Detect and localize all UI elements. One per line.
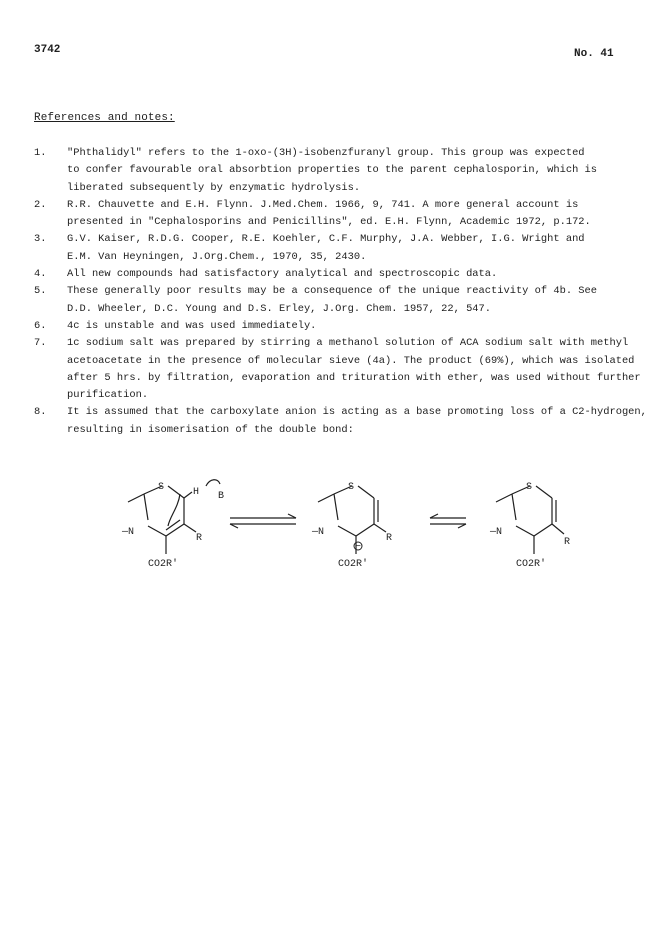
charge-label: − — [355, 542, 362, 553]
structure-1 — [121, 480, 224, 570]
reference-line: to confer favourable oral absorbtion properties to the parent cephalosporin, which is — [67, 164, 598, 177]
reference-3 — [34, 231, 654, 266]
ring-bond — [534, 524, 552, 536]
ring-bond — [536, 486, 552, 498]
reference-8 — [34, 404, 654, 439]
sulfur-label: S — [348, 482, 355, 493]
references-heading: References and notes: — [34, 112, 175, 124]
page-number: 3742 — [34, 44, 61, 56]
r-bond — [184, 524, 196, 532]
r-label: R — [196, 533, 203, 544]
reference-line: It is assumed that the carboxylate anion is acting as a base promoting loss of a C2-hydrogen, — [67, 406, 647, 419]
reference-number: 5. — [34, 285, 47, 298]
reference-number: 6. — [34, 319, 47, 332]
ring-bond — [512, 494, 516, 520]
ring-bond — [516, 526, 534, 536]
reference-5 — [34, 283, 654, 318]
reference-7 — [34, 335, 654, 404]
reference-line: acetoacetate in the presence of molecular sieve (4a). The product (69%), which was isolated — [67, 354, 635, 367]
ester-label: CO2R' — [338, 559, 369, 570]
reference-line: D.D. Wheeler, D.C. Young and D.S. Erley, J.Org. Chem. 1957, 22, 547. — [67, 302, 492, 315]
r-label: R — [564, 537, 571, 548]
isomerisation-scheme — [120, 472, 580, 582]
reference-6 — [34, 318, 654, 335]
reference-line: E.M. Van Heyningen, J.Org.Chem., 1970, 35, 2430. — [67, 250, 367, 263]
reference-number: 3. — [34, 233, 47, 246]
references-list — [34, 145, 654, 439]
sulfur-label: S — [526, 482, 533, 493]
structure-3 — [489, 482, 570, 570]
reference-line: R.R. Chauvette and E.H. Flynn. J.Med.Chem. 1966, 9, 741. A more general account is — [67, 198, 579, 211]
hydrogen-label: H — [193, 487, 200, 498]
reference-line: 1c sodium salt was prepared by stirring a methanol solution of ACA sodium salt with methyl — [67, 337, 629, 350]
reference-line: presented in "Cephalosporins and Penicillins", ed. E.H. Flynn, Academic 1972, p.172. — [67, 216, 591, 229]
reference-line: after 5 hrs. by filtration, evaporation and trituration with ether, was used without further — [67, 371, 641, 384]
reference-line: "Phthalidyl" refers to the 1-oxo-(3H)-isobenzfuranyl group. This group was expected — [67, 147, 585, 159]
ring-bond — [168, 486, 184, 498]
base-arrow — [206, 480, 220, 486]
reference-number: 1. — [34, 147, 47, 159]
reference-line: These generally poor results may be a consequence of the unique reactivity of 4b. See — [67, 285, 598, 298]
r-label: R — [386, 533, 393, 544]
equilibrium-arrow-1 — [230, 514, 296, 528]
structure-2 — [311, 482, 392, 570]
reference-line: resulting in isomerisation of the double bond: — [67, 423, 354, 436]
reference-line: G.V. Kaiser, R.D.G. Cooper, R.E. Koehler, C.F. Murphy, J.A. Webber, I.G. Wright and — [67, 233, 585, 246]
r-bond — [552, 524, 564, 534]
ester-label: CO2R' — [516, 559, 547, 570]
h-bond — [184, 492, 192, 498]
reference-number: 4. — [34, 268, 47, 281]
nitrogen-label: —N — [490, 527, 503, 538]
reference-line: All new compounds had satisfactory analytical and spectroscopic data. — [67, 268, 498, 281]
substituent-bond — [496, 494, 512, 502]
equilibrium-arrow-2 — [430, 514, 466, 528]
issue-number: No. 41 — [574, 48, 614, 60]
ring-bond — [358, 486, 374, 498]
ring-bond — [338, 526, 356, 536]
ring-bond — [148, 526, 166, 536]
ring-bond — [166, 524, 184, 536]
reference-line: purification. — [67, 389, 149, 402]
ester-label: CO2R' — [148, 559, 179, 570]
ring-bond — [144, 494, 148, 520]
reference-2 — [34, 197, 654, 232]
nitrogen-label: —N — [122, 527, 135, 538]
substituent-bond — [318, 494, 334, 502]
ring-bond — [334, 494, 338, 520]
reference-number: 2. — [34, 198, 47, 211]
reference-line: liberated subsequently by enzymatic hydrolysis. — [67, 181, 361, 194]
reference-1 — [34, 145, 654, 197]
nitrogen-label: —N — [312, 527, 325, 538]
reference-number: 8. — [34, 406, 47, 419]
base-label: B — [218, 491, 225, 502]
sulfur-label: S — [158, 482, 165, 493]
reference-line: 4c is unstable and was used immediately. — [67, 319, 317, 332]
r-bond — [374, 524, 386, 532]
reference-4 — [34, 266, 654, 283]
substituent-bond — [128, 494, 144, 502]
reference-number: 7. — [34, 337, 47, 350]
ring-bond — [356, 524, 374, 536]
